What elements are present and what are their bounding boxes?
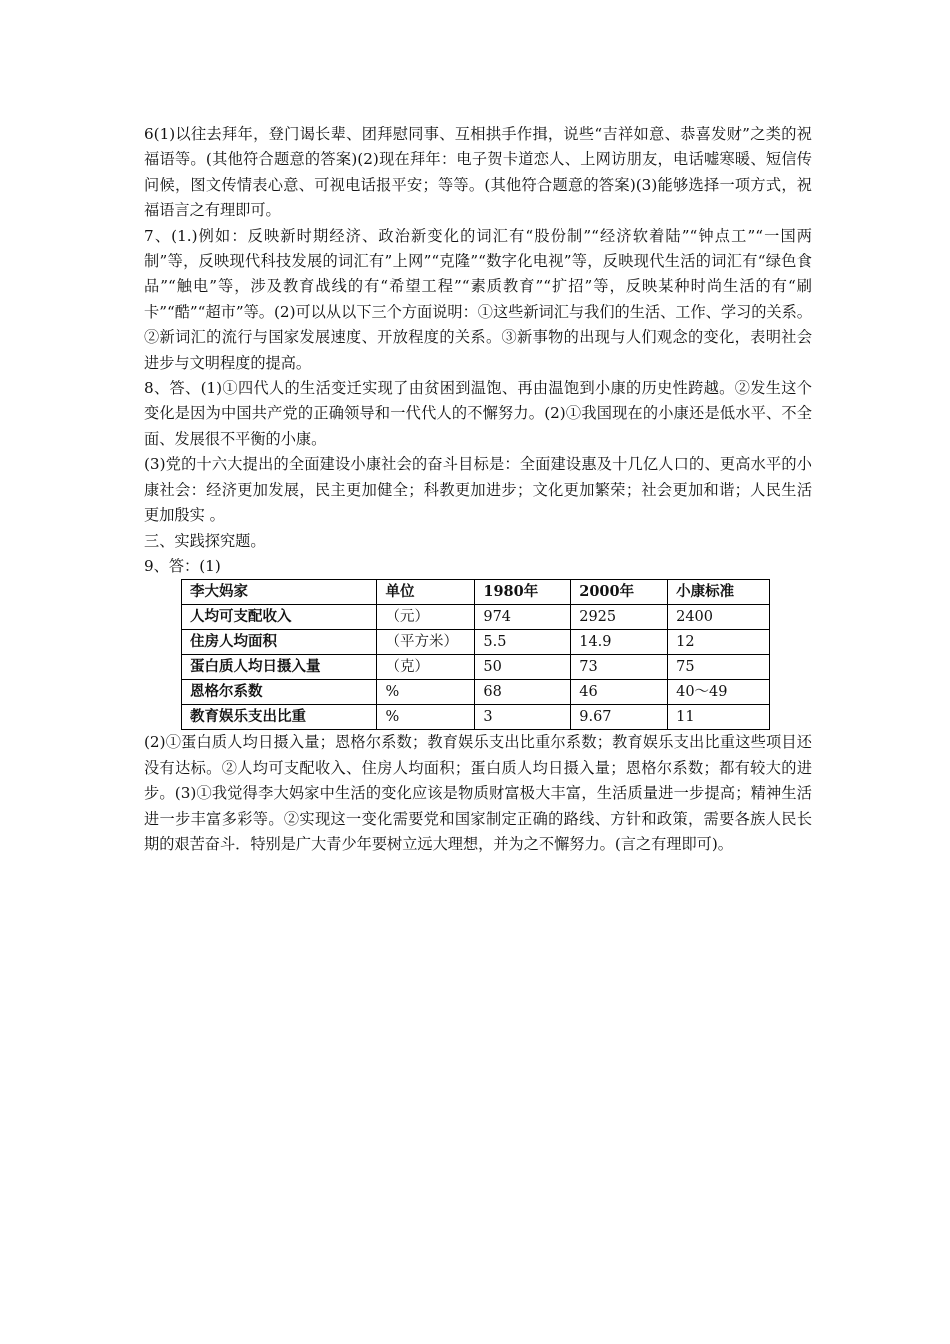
table-header-row <box>182 580 770 605</box>
row-label: 住房人均面积 <box>182 630 377 655</box>
table-cell: 75 <box>668 655 770 680</box>
table-row <box>182 630 770 655</box>
table-cell: 3 <box>475 705 571 730</box>
header-cell: 2000年 <box>571 580 668 605</box>
table-cell: 2400 <box>668 605 770 630</box>
table-cell: 12 <box>668 630 770 655</box>
table-cell: （克） <box>377 655 475 680</box>
section-heading-practice: 三、实践探究题。 <box>144 531 266 550</box>
answer-q8-part1: 8、答、(1)①四代人的生活变迁实现了由贫困到温饱、再由温饱到小康的历史性跨越。②发生这个变化是因为中国共产党的正确领导和一代代人的不懈努力。(2)①我国现在的小康还是低水平、不全面、发展很不平衡的小康。 <box>144 379 812 448</box>
answer-q9-part2-3: (2)①蛋白质人均日摄入量；恩格尔系数；教育娱乐支出比重尔系数；教育娱乐支出比重这些项目还没有达标。②人均可支配收入、住房人均面积；蛋白质人均日摄入量；恩格尔系数；都有较大的进步。(3)①我觉得李大妈家中生活的变化应该是物质财富极大丰富，生活质量进一步提高；精神生活进一步丰富多彩等。②实现这一变化需要党和国家制定正确的路线、方针和政策，需要各族人民长期的艰苦奋斗．特别是广大青少年要树立远大理想，并为之不懈努力。(言之有理即可)。 <box>144 733 812 853</box>
answer-document <box>144 122 812 857</box>
table-cell: （平方米） <box>377 630 475 655</box>
table-row <box>182 705 770 730</box>
table-cell: 5.5 <box>475 630 571 655</box>
answer-q6: 6(1)以往去拜年，登门谒长辈、团拜慰同事、互相拱手作揖，说些“吉祥如意、恭喜发财”之类的祝福语等。(其他符合题意的答案)(2)现在拜年：电子贺卡道恋人、上网访朋友，电话嘘寒暖、短信传问候，图文传情表心意、可视电话报平安；等等。(其他符合题意的答案)(3)能够选择一项方式，祝福语言之有理即可。 <box>144 125 812 220</box>
table-cell: 68 <box>475 680 571 705</box>
table-cell: 974 <box>475 605 571 630</box>
header-cell: 李大妈家 <box>182 580 377 605</box>
table-cell: 73 <box>571 655 668 680</box>
answer-q9-label: 9、答：(1) <box>144 556 221 575</box>
answer-q8-part3: (3)党的十六大提出的全面建设小康社会的奋斗目标是：全面建设惠及十几亿人口的、更高水平的小康社会：经济更加发展，民主更加健全；科教更加进步；文化更加繁荣；社会更加和谐；人民生活更加殷实 。 <box>144 455 812 525</box>
table-row <box>182 680 770 705</box>
table-cell: % <box>377 705 475 730</box>
table-cell: 9.67 <box>571 705 668 730</box>
answer-q7: 7、(1.)例如：反映新时期经济、政治新变化的词汇有“股份制”“经济软着陆”“钟点工”“一国两制”等，反映现代科技发展的词汇有”上网”“克隆”“数字化电视”等，反映现代生活的词汇有“绿色食品”“触电”等，涉及教育战线的有“希望工程”“素质教育”“扩招”等，反映某种时尚生活的有“刷卡”“酷”“超市”等。(2)可以从以下三个方面说明：①这些新词汇与我们的生活、工作、学习的关系。②新词汇的流行与国家发展速度、开放程度的关系。③新事物的出现与人们观念的变化，表明社会进步与文明程度的提高。 <box>144 226 812 372</box>
table-cell: 2925 <box>571 605 668 630</box>
row-label: 恩格尔系数 <box>182 680 377 705</box>
table-row <box>182 655 770 680</box>
header-cell: 小康标准 <box>668 580 770 605</box>
row-label: 教育娱乐支出比重 <box>182 705 377 730</box>
table-cell: 40～49 <box>668 680 770 705</box>
table-cell: 46 <box>571 680 668 705</box>
table-cell: % <box>377 680 475 705</box>
header-cell: 单位 <box>377 580 475 605</box>
table-cell: 14.9 <box>571 630 668 655</box>
row-label: 人均可支配收入 <box>182 605 377 630</box>
living-standard-table <box>181 579 770 730</box>
table-cell: 11 <box>668 705 770 730</box>
table-cell: 50 <box>475 655 571 680</box>
row-label: 蛋白质人均日摄入量 <box>182 655 377 680</box>
header-cell: 1980年 <box>475 580 571 605</box>
table-row <box>182 605 770 630</box>
table-cell: （元） <box>377 605 475 630</box>
